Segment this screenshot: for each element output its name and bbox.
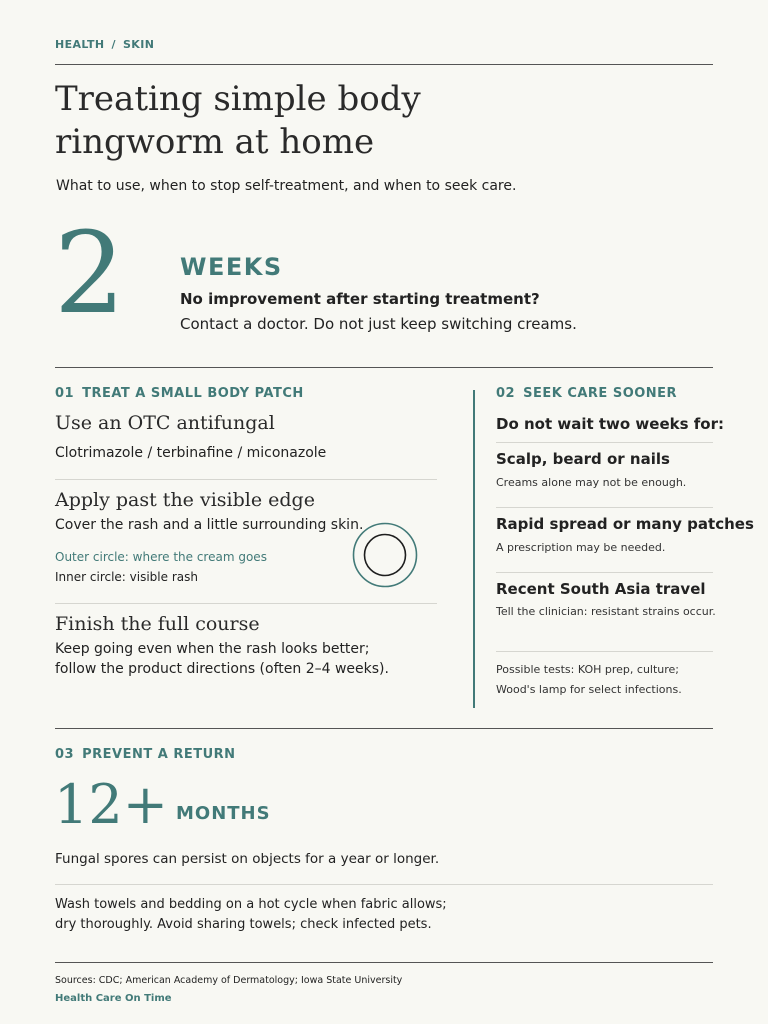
care-item-title: Rapid spread or many patches — [496, 515, 754, 533]
prevent-tip-line-1: Wash towels and bedding on a hot cycle when fabric allows; — [55, 897, 447, 912]
cream-area-circle — [354, 524, 417, 587]
tests-line-1: Possible tests: KOH prep, culture; — [496, 663, 680, 676]
breadcrumb-separator: / — [111, 38, 116, 51]
step-course-title: Finish the full course — [55, 613, 260, 635]
legend-inner: Inner circle: visible rash — [55, 570, 198, 584]
antifungal-list: Clotrimazole / terbinafine / miconazole — [55, 445, 327, 461]
prevent-fact: Fungal spores can persist on objects for a year or longer. — [55, 851, 440, 867]
footer-sources: Sources: CDC; American Academy of Dermatology; Iowa State University — [55, 975, 403, 986]
section-number: 03 — [55, 747, 75, 762]
care-divider — [496, 507, 713, 508]
section-number: 02 — [496, 386, 516, 401]
callout-question: No improvement after starting treatment? — [180, 290, 540, 308]
footer-brand-link[interactable]: Health Care On Time — [55, 993, 172, 1004]
step-edge-title: Apply past the visible edge — [55, 489, 315, 511]
column-divider — [473, 390, 475, 708]
care-intro: Do not wait two weeks for: — [496, 415, 724, 433]
section-treat-heading — [55, 386, 304, 401]
breadcrumb-skin-link[interactable]: SKIN — [122, 38, 155, 51]
section-title: PREVENT A RETURN — [82, 747, 236, 762]
breadcrumb — [55, 38, 154, 51]
prevent-tip-line-2: dry thoroughly. Avoid sharing towels; check infected pets. — [55, 917, 432, 932]
care-divider — [496, 572, 713, 573]
section-number: 01 — [55, 386, 75, 401]
section-prevent-heading — [55, 747, 236, 762]
care-divider — [496, 651, 713, 652]
section-divider-bottom — [55, 728, 713, 729]
care-item-title: Recent South Asia travel — [496, 580, 706, 598]
breadcrumb-health-link[interactable]: HEALTH — [55, 38, 105, 51]
footer-divider — [55, 962, 713, 963]
title-line-2: ringworm at home — [55, 122, 375, 162]
step-edge-text: Cover the rash and a little surrounding skin. — [55, 517, 364, 533]
step-divider — [55, 479, 437, 480]
rash-diagram-icon — [352, 522, 418, 588]
prevent-number: 12+ — [54, 773, 168, 836]
care-divider — [496, 442, 713, 443]
prevent-unit: MONTHS — [176, 803, 271, 824]
callout-number: 2 — [54, 209, 126, 339]
care-item-note: Tell the clinician: resistant strains occur. — [496, 605, 716, 618]
section-divider-top — [55, 367, 713, 368]
step-otc-title: Use an OTC antifungal — [55, 412, 275, 434]
page-title — [55, 78, 615, 164]
step-divider — [55, 603, 437, 604]
possible-tests — [496, 660, 682, 700]
section-title: TREAT A SMALL BODY PATCH — [82, 386, 304, 401]
section-title: SEEK CARE SOONER — [523, 386, 678, 401]
step-course-line-2: follow the product directions (often 2–4 weeks). — [55, 661, 389, 677]
section-care-heading — [496, 386, 677, 401]
tests-line-2: Wood's lamp for select infections. — [496, 683, 682, 696]
page-subtitle: What to use, when to stop self-treatment, and when to seek care. — [56, 178, 517, 194]
title-line-1: Treating simple body — [55, 79, 421, 119]
care-item-note: Creams alone may not be enough. — [496, 476, 687, 489]
step-course-line-1: Keep going even when the rash looks better; — [55, 641, 370, 657]
rash-circle — [365, 535, 406, 576]
callout-unit: WEEKS — [180, 253, 283, 281]
care-item-note: A prescription may be needed. — [496, 541, 666, 554]
prevent-divider — [55, 884, 713, 885]
callout-advice: Contact a doctor. Do not just keep switching creams. — [180, 315, 577, 333]
legend-outer: Outer circle: where the cream goes — [55, 550, 267, 564]
care-item-title: Scalp, beard or nails — [496, 450, 670, 468]
header-divider — [55, 64, 713, 65]
